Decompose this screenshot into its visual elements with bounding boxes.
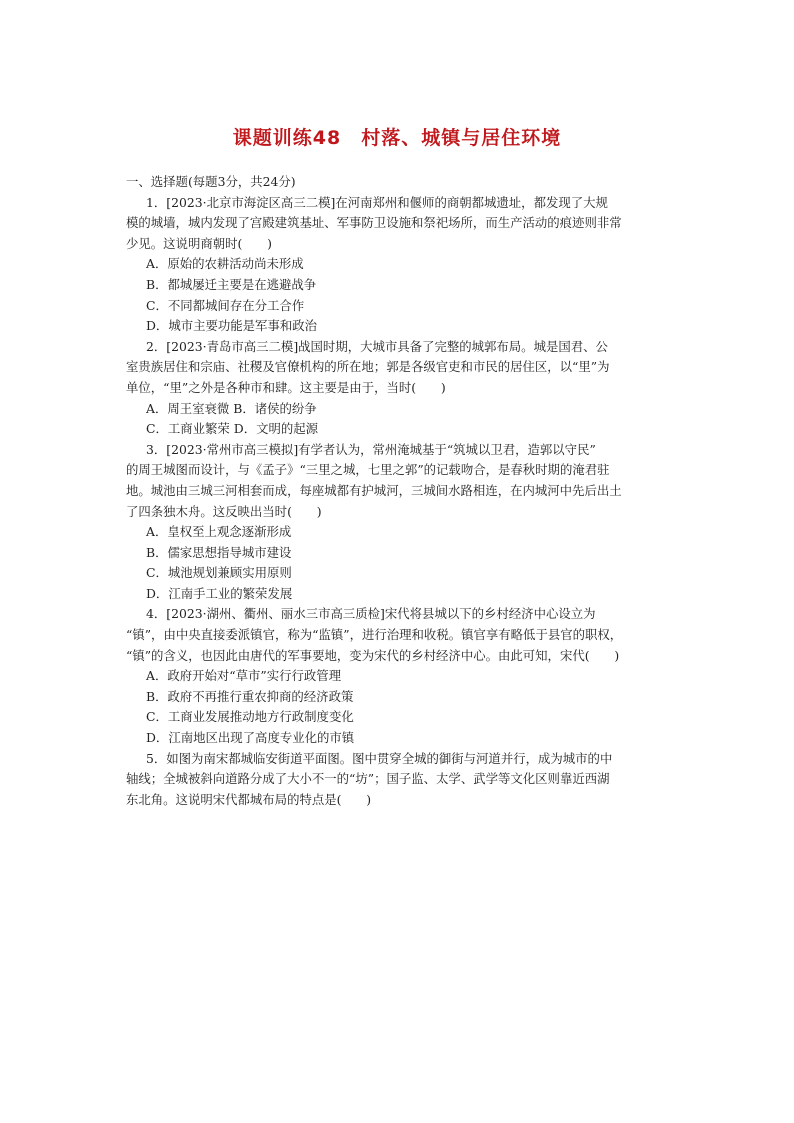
question-stem-line: 4．[2023·湖州、衢州、丽水三市高三质检]宋代将县城以下的乡村经济中心设立为 (146, 606, 596, 622)
section-heading: 一、选择题(每题3分，共24分) (126, 174, 296, 189)
option-a: A．政府开始对“草市”实行行政管理 (146, 668, 342, 684)
question-stem-line: 单位，“里”之外是各种市和肆。这主要是由于，当时( ) (126, 379, 446, 395)
option-b: B．都城屡迁主要是在逃避战争 (146, 276, 317, 292)
question-4 (126, 604, 674, 748)
question-stem-line: 5．如图为南宋都城临安街道平面图。图中贯穿全城的御街与河道并行，成为城市的中 (146, 750, 613, 766)
question-stem-line: 少见。这说明商朝时( ) (126, 235, 272, 251)
option-d: D．城市主要功能是军事和政治 (146, 318, 318, 334)
option-c: C．城池规划兼顾实用原则 (146, 565, 292, 581)
option-d: D．江南地区出现了高度专业化的市镇 (146, 730, 355, 746)
document-body (126, 172, 674, 810)
question-stem-line: 2．[2023·青岛市高三二模]战国时期，大城市具备了完整的城郭布局。城是国君、公 (146, 338, 608, 354)
question-1 (126, 193, 674, 337)
question-stem-line: 模的城墙，城内发现了宫殿建筑基址、军事防卫设施和祭祀场所，而生产活动的痕迹则非常 (126, 215, 622, 231)
option-b: B．政府不再推行重农抑商的经济政策 (146, 688, 354, 704)
option-c: C．工商业发展推动地方行政制度变化 (146, 709, 354, 725)
question-stem-line: 地。城池由三城三河相套而成，每座城都有护城河，三城间水路相连，在内城河中先后出土 (126, 482, 622, 498)
question-stem-line: 东北角。这说明宋代都城布局的特点是( ) (126, 791, 372, 807)
question-stem-line: 1．[2023·北京市海淀区高三二模]在河南郑州和偃师的商朝都城遗址，都发现了大规 (146, 194, 608, 210)
question-stem-line: 的周王城图而设计，与《孟子》“三里之城，七里之郭”的记载吻合，是春秋时期的淹君驻 (126, 462, 610, 478)
question-stem-line: 轴线；全城被斜向道路分成了大小不一的“坊”；国子监、太学、武学等文化区则靠近西湖 (126, 771, 610, 787)
question-stem-line: 了四条独木舟。这反映出当时( ) (126, 503, 322, 519)
question-2 (126, 337, 674, 440)
option-d: D．江南手工业的繁荣发展 (146, 585, 293, 601)
option-a: A．皇权至上观念逐渐形成 (146, 524, 292, 540)
option-a: A．原始的农耕活动尚未形成 (146, 256, 304, 272)
option-c-d: C．工商业繁荣 D．文明的起源 (146, 421, 319, 437)
question-stem-line: 3．[2023·常州市高三模拟]有学者认为，常州淹城基于“筑城以卫君，造郭以守民” (146, 441, 596, 457)
page-title: 课题训练48 村落、城镇与居住环境 (232, 127, 562, 149)
option-b: B．儒家思想指导城市建设 (146, 544, 292, 560)
question-3 (126, 440, 674, 605)
question-stem-line: “镇”的含义，也因此由唐代的军事要地，变为宋代的乡村经济中心。由此可知，宋代( ) (126, 647, 620, 663)
option-a-b: A．周王室衰微 B．诸侯的纷争 (146, 400, 317, 416)
question-stem-line: 室贵族居住和宗庙、社稷及官僚机构的所在地；郭是各级官吏和市民的居住区，以“里”为 (126, 359, 610, 375)
question-5 (126, 749, 674, 811)
option-c: C．不同都城间存在分工合作 (146, 297, 305, 313)
question-stem-line: “镇”，由中央直接委派镇官，称为“监镇”，进行治理和收税。镇官享有略低于县官的职权， (126, 627, 623, 643)
